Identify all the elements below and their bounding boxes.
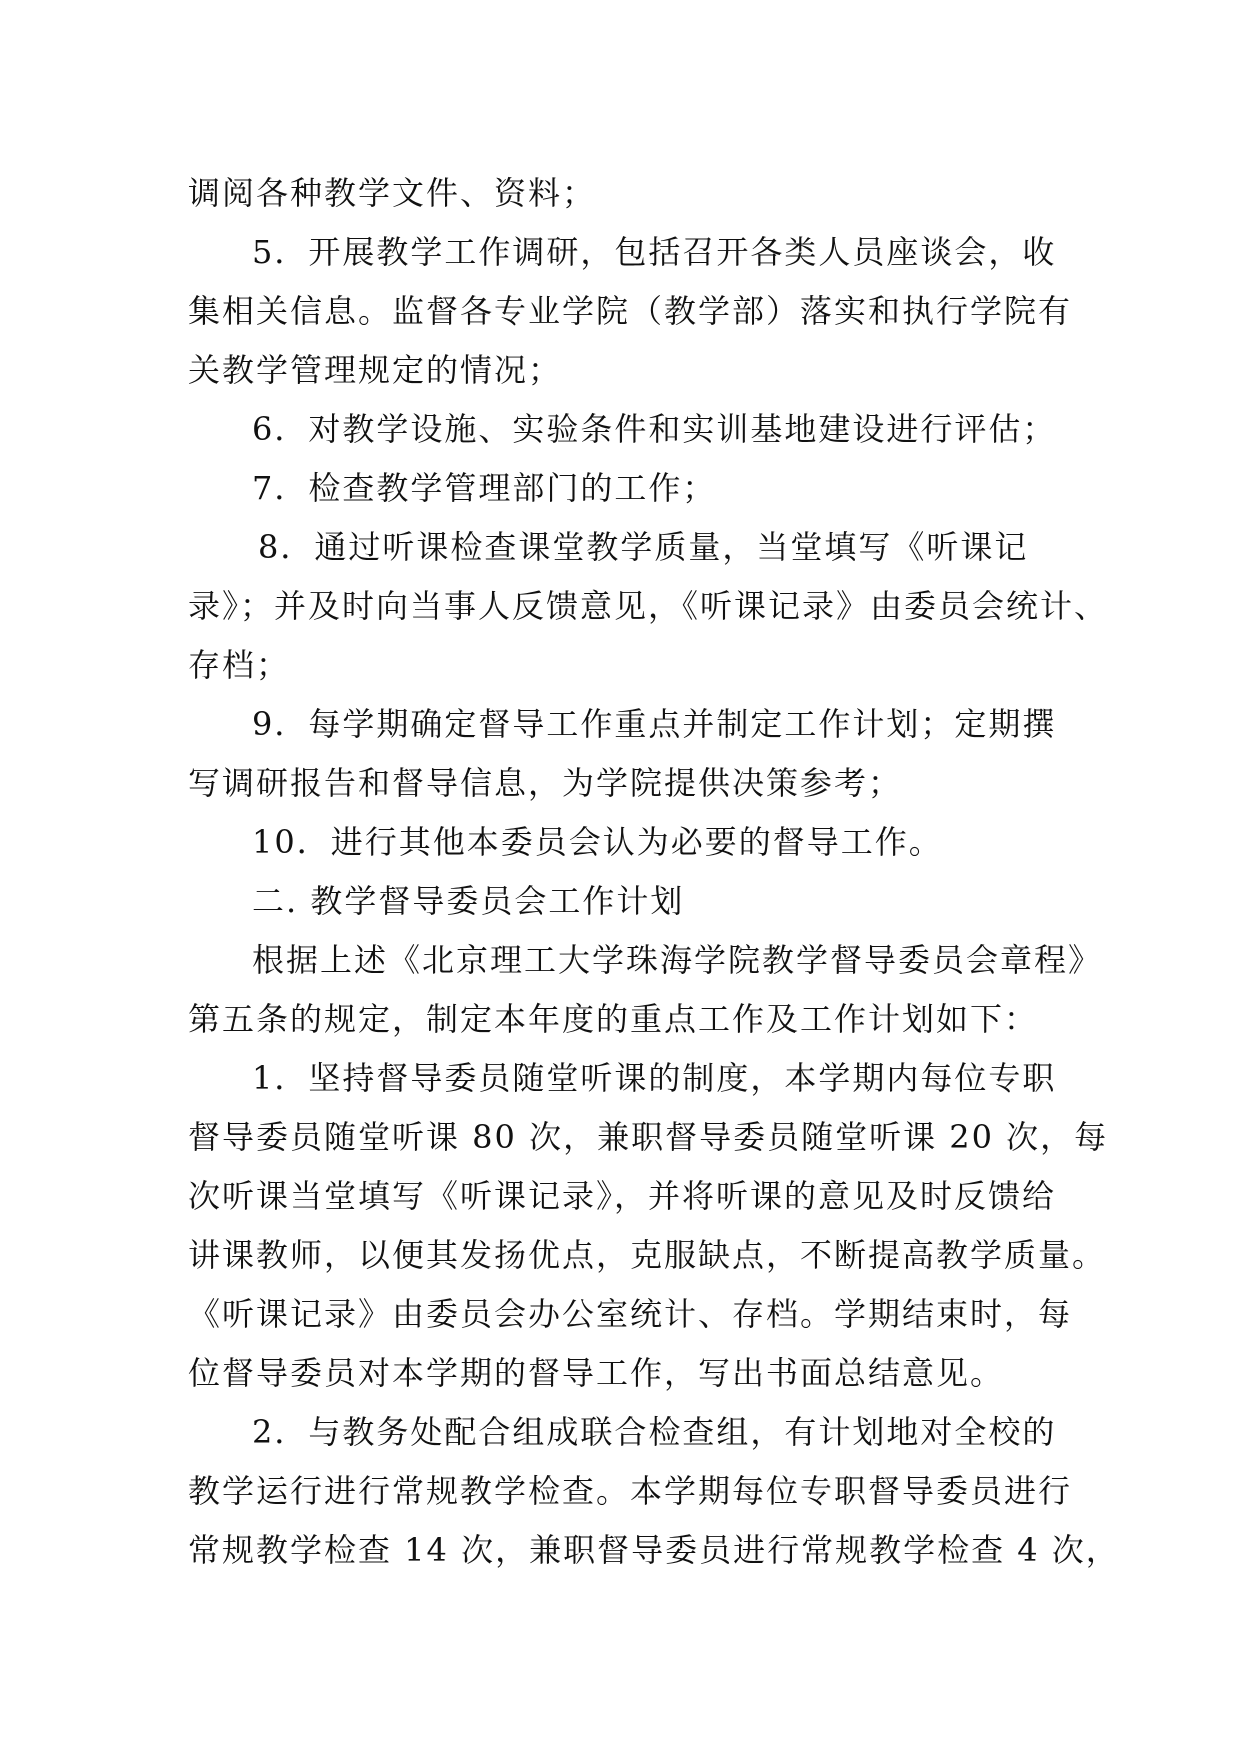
text-line: 《听课记录》由委员会办公室统计、存档。学期结束时，每 — [188, 1295, 1073, 1333]
text-line: 常规教学检查 14 次，兼职督导委员进行常规教学检查 4 次， — [188, 1531, 1120, 1569]
text-line: 存档； — [188, 646, 291, 684]
text-line: 根据上述《北京理工大学珠海学院教学督导委员会章程》 — [252, 941, 1103, 979]
text-line: 6．对教学设施、实验条件和实训基地建设进行评估； — [252, 410, 1057, 448]
text-line: 8．通过听课检查课堂教学质量，当堂填写《听课记 — [258, 528, 1029, 566]
text-line: 9．每学期确定督导工作重点并制定工作计划；定期撰 — [252, 705, 1057, 743]
text-line: 第五条的规定，制定本年度的重点工作及工作计划如下： — [188, 1000, 1039, 1038]
text-line: 督导委员随堂听课 80 次，兼职督导委员随堂听课 20 次，每 — [188, 1118, 1109, 1156]
text-line: 7．检查教学管理部门的工作； — [252, 469, 717, 507]
text-line: 2．与教务处配合组成联合检查组，有计划地对全校的 — [252, 1413, 1057, 1451]
text-line: 写调研报告和督导信息，为学院提供决策参考； — [188, 764, 903, 802]
text-line: 讲课教师，以便其发扬优点，克服缺点，不断提高教学质量。 — [188, 1236, 1107, 1274]
text-line: 教学运行进行常规教学检查。本学期每位专职督导委员进行 — [188, 1472, 1073, 1510]
text-line: 位督导委员对本学期的督导工作，写出书面总结意见。 — [188, 1354, 1005, 1392]
document-body — [188, 164, 1120, 1580]
text-line: 次听课当堂填写《听课记录》，并将听课的意见及时反馈给 — [188, 1177, 1057, 1215]
text-line: 关教学管理规定的情况； — [188, 351, 563, 389]
text-line: 5．开展教学工作调研，包括召开各类人员座谈会，收 — [252, 233, 1057, 271]
text-line: 调阅各种教学文件、资料； — [188, 174, 597, 212]
section-heading: 二. 教学督导委员会工作计划 — [252, 882, 685, 920]
text-line: 录》；并及时向当事人反馈意见，《听课记录》由委员会统计、 — [188, 587, 1109, 625]
text-line: 1．坚持督导委员随堂听课的制度，本学期内每位专职 — [252, 1059, 1057, 1097]
text-line: 10．进行其他本委员会认为必要的督导工作。 — [252, 823, 943, 861]
text-line: 集相关信息。监督各专业学院（教学部）落实和执行学院有 — [188, 292, 1073, 330]
